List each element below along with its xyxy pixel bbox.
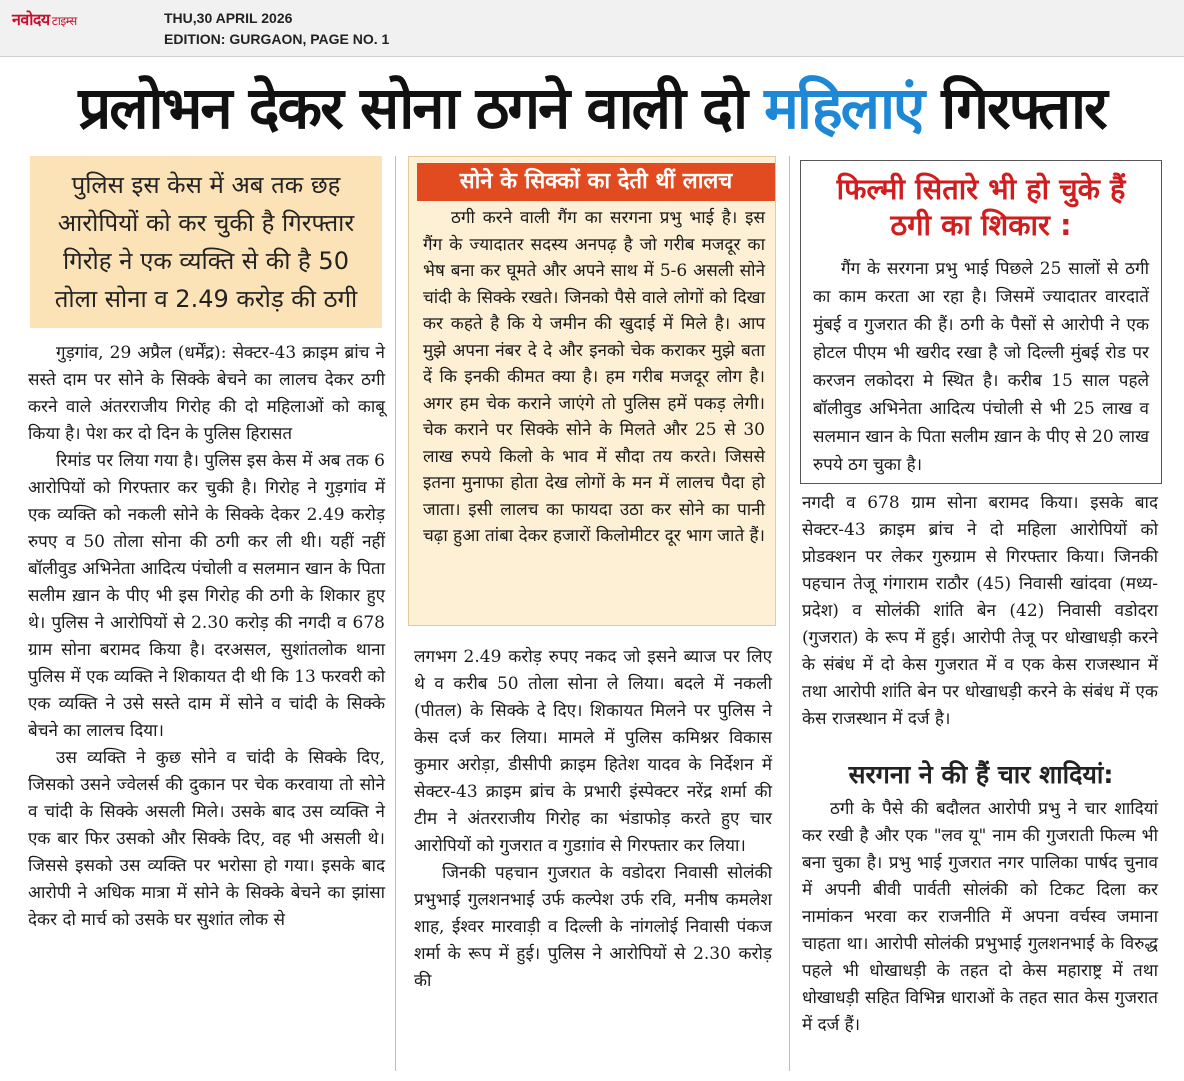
sidebar-box-lure — [408, 156, 776, 626]
sidebar-box-body — [423, 205, 765, 550]
article-paragraph: उस व्यक्ति ने कुछ सोने व चांदी के सिक्के दिए, जिसको उसने ज्वेलर्स की दुकान पर चेक करवाया तो सोने व चांदी के सिक्के असली मिले। उसके बाद उस व्यक्ति ने एक बार फिर उसको और सिक्के दिए, वह भी असली थे। जिससे इसको उस व्यक्ति पर भरोसा हो गया। इसके बाद आरोपी ने अधिक मात्रा में सोने के सिक्के बेचने का झांसा देकर दो मार्च को उसके घर सुशांत लोक से — [28, 748, 385, 930]
main-headline — [0, 68, 1184, 148]
article-column-1 — [28, 340, 385, 934]
column-divider — [789, 156, 790, 1071]
logo-sub-text: टाइम्स — [51, 14, 77, 28]
sidebar-box-body — [813, 255, 1149, 479]
issue-date: THU,30 APRIL 2026 — [164, 10, 293, 26]
sidebar-box-title: सोने के सिक्कों का देती थीं लालच — [417, 163, 775, 201]
page-header-bar — [0, 0, 1184, 57]
deck-line: गिरोह ने एक व्यक्ति से की है 50 — [63, 247, 349, 275]
headline-part2: गिरफ्तार — [923, 74, 1106, 142]
column-divider — [395, 156, 396, 1071]
edition-info — [164, 8, 389, 50]
article-paragraph: लगभग 2.49 करोड़ रुपए नकद जो इसने ब्याज पर लिए थे व करीब 50 तोला सोना ले लिया। बदले में नकली (पीतल) के सिक्के दे दिए। शिकायत मिलने पर पुलिस ने केस दर्ज कर लिया। मामले में पुलिस कमिश्नर विकास कुमार अरोड़ा, डीसीपी क्राइम हितेश यादव के निर्देशन में सेक्टर-43 क्राइम ब्रांच के प्रभारी इंस्पेक्टर नरेंद्र शर्मा की टीम ने अंतरराजीय गिरोह का भंडाफोड़ करते हुए चार आरोपियों को गुजरात व गुडग़ांव से गिरफ्तार कर लिया। — [414, 647, 772, 856]
article-paragraph: नगदी व 678 ग्राम सोना बरामद किया। इसके बाद सेक्टर-43 क्राइम ब्रांच ने दो महिला आरोपियों को प्रोडक्शन पर लेकर गुरुग्राम से गिरफ्तार किया। जिनकी पहचान तेजू गंगाराम राठौर (45) निवासी खांदवा (मध्य-प्रदेश) व सोलंकी शांति बेन (42) निवासी वडोदरा (गुजरात) के रूप में हुई। आरोपी तेजू पर धोखाधड़ी करने के संबंध में दो केस गुजरात में व एक केस राजस्थान में तथा आरोपी शांति बेन पर धोखाधड़ी करने के संबंध में एक केस राजस्थान में दर्ज है। — [802, 493, 1158, 729]
article-paragraph: जिनकी पहचान गुजरात के वडोदरा निवासी सोलंकी प्रभुभाई गुलशनभाई उर्फ कल्पेश उर्फ रवि, मनीष कमलेश शाह, ईश्वर मारवाड़ी व दिल्ली के नांगलोई निवासी पंकज शर्मा के रूप में हुई। पुलिस ने आरोपियों से 2.30 करोड़ की — [414, 863, 772, 991]
sidebar-box-celebrities — [800, 160, 1162, 484]
article-column-3-continued — [802, 796, 1158, 1039]
summary-deck — [30, 156, 382, 328]
title-line: ठगी का शिकार : — [890, 208, 1072, 242]
deck-line: आरोपियों को कर चुकी है गिरफ्तार — [57, 209, 355, 237]
headline-highlight: महिलाएं — [764, 74, 924, 142]
deck-line: तोला सोना व 2.49 करोड़ की ठगी — [54, 285, 358, 313]
deck-line: पुलिस इस केस में अब तक छह — [71, 171, 341, 199]
sidebar-paragraph: ठगी करने वाली गैंग का सरगना प्रभु भाई है। इस गैंग के ज्यादातर सदस्य अनपढ़ है जो गरीब मजदूर का भेष बना कर घूमते और अपने साथ में 5-6 असली सोने चांदी के सिक्के रखते। जिनको पैसे वाले लोगों को दिखा कर कहते है कि ये जमीन की खुदाई में मिले है। आप मुझे अपना नंबर दे दे और इनको चेक कराकर मुझे बता दें कि इनकी कीमत क्या है। हम गरीब मजदूर लोग है। अगर हम चेक कराने जाएंगे तो पुलिस हमें पकड़ लेगी। चेक कराने पर सिक्के सोने के मिलते और 25 से 30 लाख रुपये किलो के भाव में सौदा तय करते। जिससे इतना मुनाफा होता देख लोगों के मन में लालच पैदा हो जाता। इसी लालच का फायदा उठा कर सोने का पानी चढ़ा हुआ तांबा देकर हजारों किलोमीटर दूर भाग जाते हैं। — [423, 208, 766, 546]
article-column-3 — [802, 490, 1158, 733]
article-paragraph: गुड़गांव, 29 अप्रैल (धर्मेंद्र): सेक्टर-43 क्राइम ब्रांच ने सस्ते दाम पर सोने के सिक्के बेचने का लालच देकर ठगी करने वाले अंतरराजीय गिरोह की दो महिलाओं को काबू किया है। पेश कर दो दिन के पुलिस हिरासत — [28, 343, 385, 444]
article-paragraph: ठगी के पैसे की बदौलत आरोपी प्रभु ने चार शादियां कर रखी है और एक "लव यू" नाम की गुजराती फिल्म भी बना चुका है। प्रभु भाई गुजरात नगर पालिका पार्षद चुनाव में अपनी बीवी पार्वती सोलंकी को टिकट दिला कर नामांकन भरवा कर राजनीति में अपना वर्चस्व जमाना चाहता था। आरोपी सोलंकी प्रभुभाई गुलशनभाई के विरुद्ध पहले भी धोखाधड़ी के तहत दो केस महाराष्ट्र में तथा धोखाधड़ी सहित विभिन्न धाराओं के तहत सात केस गुजरात में दर्ज हैं। — [802, 799, 1158, 1035]
logo-main-text: नवोदय — [12, 10, 50, 29]
section-subheading: सरगना ने की हैं चार शादियां: — [848, 760, 1114, 789]
article-column-2 — [414, 644, 772, 995]
sidebar-paragraph: गैंग के सरगना प्रभु भाई पिछले 25 सालों से ठगी का काम करता आ रहा है। जिसमें ज्यादातर वारदातें मुंबई व गुजरात की हैं। ठगी के पैसों से आरोपी ने एक होटल पीएम भी खरीद रखा है जो दिल्ली मुंबई रोड पर करजन लकोदरा मे स्थित है। करीब 15 साल पहले बॉलीवुड अभिनेता आदित्य पंचोली से भी 25 लाख व सलमान खान के पिता सलीम ख़ान के पीए से 20 लाख रुपये ठग चुका है। — [813, 259, 1149, 475]
headline-part1: प्रलोभन देकर सोना ठगने वाली दो — [78, 74, 765, 142]
newspaper-logo — [12, 8, 77, 30]
title-line: फिल्मी सितारे भी हो चुके हैं — [836, 172, 1126, 206]
edition-label: EDITION: GURGAON, PAGE NO. 1 — [164, 31, 390, 47]
article-paragraph: रिमांड पर लिया गया है। पुलिस इस केस में अब तक 6 आरोपियों को गिरफ्तार कर चुकी है। गिरोह ने गुड़गांव में एक व्यक्ति को नकली सोने के सिक्के देकर 2.49 करोड़ रुपए व 50 तोला सोना की ठगी कर ली थी। यहीं नहीं बॉलीवुड अभिनेता आदित्य पंचोली व सलमान खान के पिता सलीम ख़ान के पीए भी इस गिरोह की ठगी के शिकार हुए थे। पुलिस ने आरोपियों से 2.30 करोड़ की नगदी व 678 ग्राम सोना बरामद किया है। दरअसल, सुशांतलोक थाना पुलिस में एक व्यक्ति ने शिकायत दी थी कि 13 फरवरी को एक व्यक्ति ने उसे सस्ते दाम में सोने व चांदी के सिक्के बेचने का लालच दिया। — [28, 451, 385, 741]
sidebar-box-title — [801, 171, 1161, 243]
